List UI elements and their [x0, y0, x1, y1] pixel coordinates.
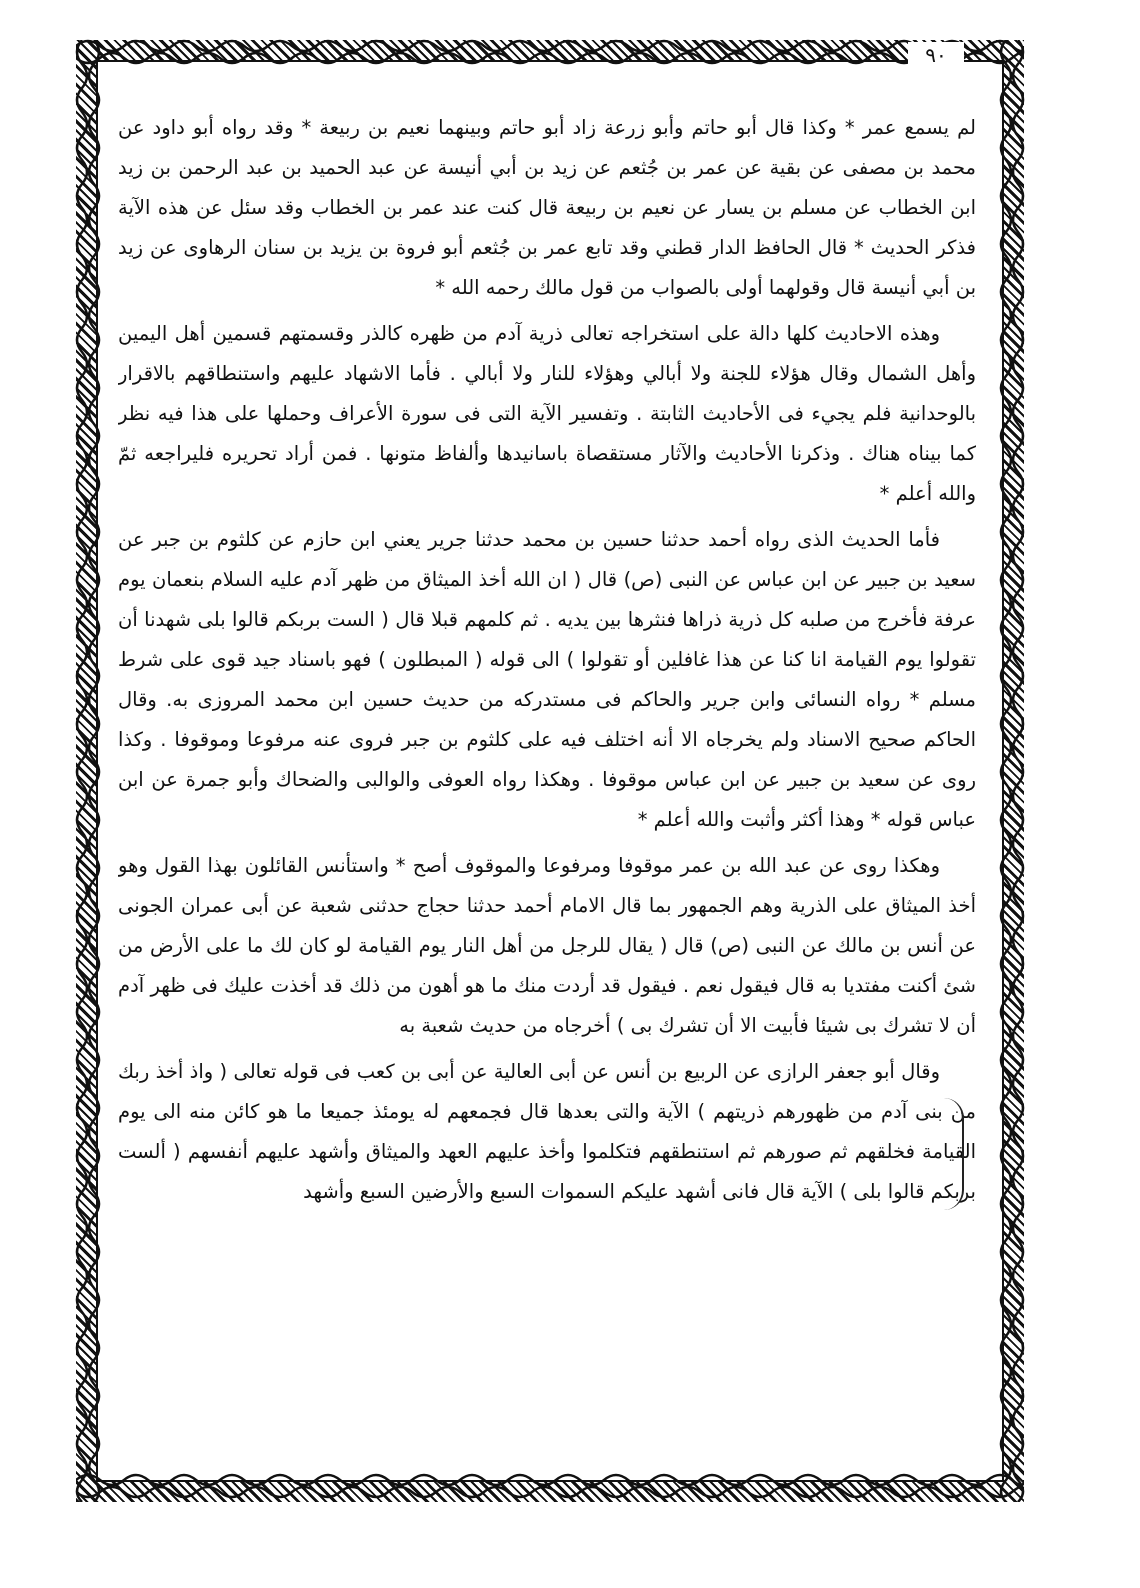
paragraph-2: وهذه الاحاديث كلها دالة على استخراجه تعالى ذرية آدم من ظهره كالذر وقسمتهم قسمين أهل اليمين وأهل الشمال وقال هؤلاء للجنة ولا أبالي وهؤلاء للنار ولا أبالي . فأما الاشهاد عليهم واستنطاقهم بالاقرار بالوحدانية فلم يجيء فى الأحاديث الثابتة . وتفسير الآية التى فى سورة الأعراف وحملها على هذا فيه نظر كما بيناه هناك . وذكرنا الأحاديث والآثار مستقصاة باسانيدها وألفاظ متونها . فمن أراد تحريره فليراجعه ثمّ والله أعلم * — [118, 322, 976, 505]
paragraph-5: وقال أبو جعفر الرازى عن الربيع بن أنس عن أبى العالية عن أبى بن كعب فى قوله تعالى ( واذ أخذ ربك من بنى آدم من ظهورهم ذريتهم ) الآية والتى بعدها قال فجمعهم له يومئذ جميعا ما هو كائن منه الى يوم القيامة فخلقهم ثم صورهم ثم استنطقهم فتكلموا وأخذ عليهم العهد والميثاق وأشهد عليهم أنفسهم ( ألست بربكم قالوا بلى ) الآية قال فانى أشهد عليكم السموات السبع والأرضين السبع وأشهد — [118, 1060, 976, 1203]
paragraph-1: لم يسمع عمر * وكذا قال أبو حاتم وأبو زرعة زاد أبو حاتم وبينهما نعيم بن ربيعة * وقد رواه أبو داود عن محمد بن مصفى عن بقية عن عمر بن جُثعم عن زيد بن أبي أنيسة عن عبد الحميد بن عبد الرحمن بن زيد ابن الخطاب عن مسلم بن يسار عن نعيم بن ربيعة قال كنت عند عمر بن الخطاب وقد سئل عن هذه الآية فذكر الحديث * قال الحافظ الدار قطني وقد تابع عمر بن جُثعم أبو فروة بن يزيد بن سنان الرهاوى عن زيد بن أبي أنيسة قال وقولهما أولى بالصواب من قول مالك رحمه الله * — [118, 116, 976, 299]
paragraph-4: وهكذا روى عن عبد الله بن عمر موقوفا ومرفوعا والموقوف أصح * واستأنس القائلون بهذا القول وهو أخذ الميثاق على الذرية وهم الجمهور بما قال الامام أحمد حدثنا حجاج حدثنى شعبة عن أبى عمران الجونى عن أنس بن مالك عن النبى (ص) قال ( يقال للرجل من أهل النار يوم القيامة لو كان لك ما على الأرض من شئ أكنت مفتديا به قال فيقول نعم . فيقول قد أردت منك ما هو أهون من ذلك قد أخذت عليك فى ظهر آدم أن لا تشرك بى شيئا فأبيت الا أن تشرك بى ) أخرجاه من حديث شعبة به — [118, 854, 976, 1037]
margin-bracket-mark — [944, 1098, 964, 1210]
page-number: ٩٠ — [908, 42, 964, 68]
page-body — [118, 108, 976, 1458]
paragraph-3: فأما الحديث الذى رواه أحمد حدثنا حسين بن محمد حدثنا جرير يعني ابن حازم عن كلثوم بن جبر عن سعيد بن جبير عن ابن عباس عن النبى (ص) قال ( ان الله أخذ الميثاق من ظهر آدم عليه السلام بنعمان يوم عرفة فأخرج من صلبه كل ذرية ذراها فنثرها بين يديه . ثم كلمهم قبلا قال ( الست بربكم قالوا بلى شهدنا أن تقولوا يوم القيامة انا كنا عن هذا غافلين أو تقولوا ) الى قوله ( المبطلون ) فهو باسناد جيد قوى على شرط مسلم * رواه النسائى وابن جرير والحاكم فى مستدركه من حديث حسين ابن محمد المروزى به. وقال الحاكم صحيح الاسناد ولم يخرجاه الا أنه اختلف فيه على كلثوم بن جبر فروى عنه مرفوعا وموقوفا . وكذا روى عن سعيد بن جبير عن ابن عباس موقوفا . وهكذا رواه العوفى والوالبى والضحاك وأبو جمرة عن ابن عباس قوله * وهذا أكثر وأثبت والله أعلم * — [118, 528, 976, 831]
